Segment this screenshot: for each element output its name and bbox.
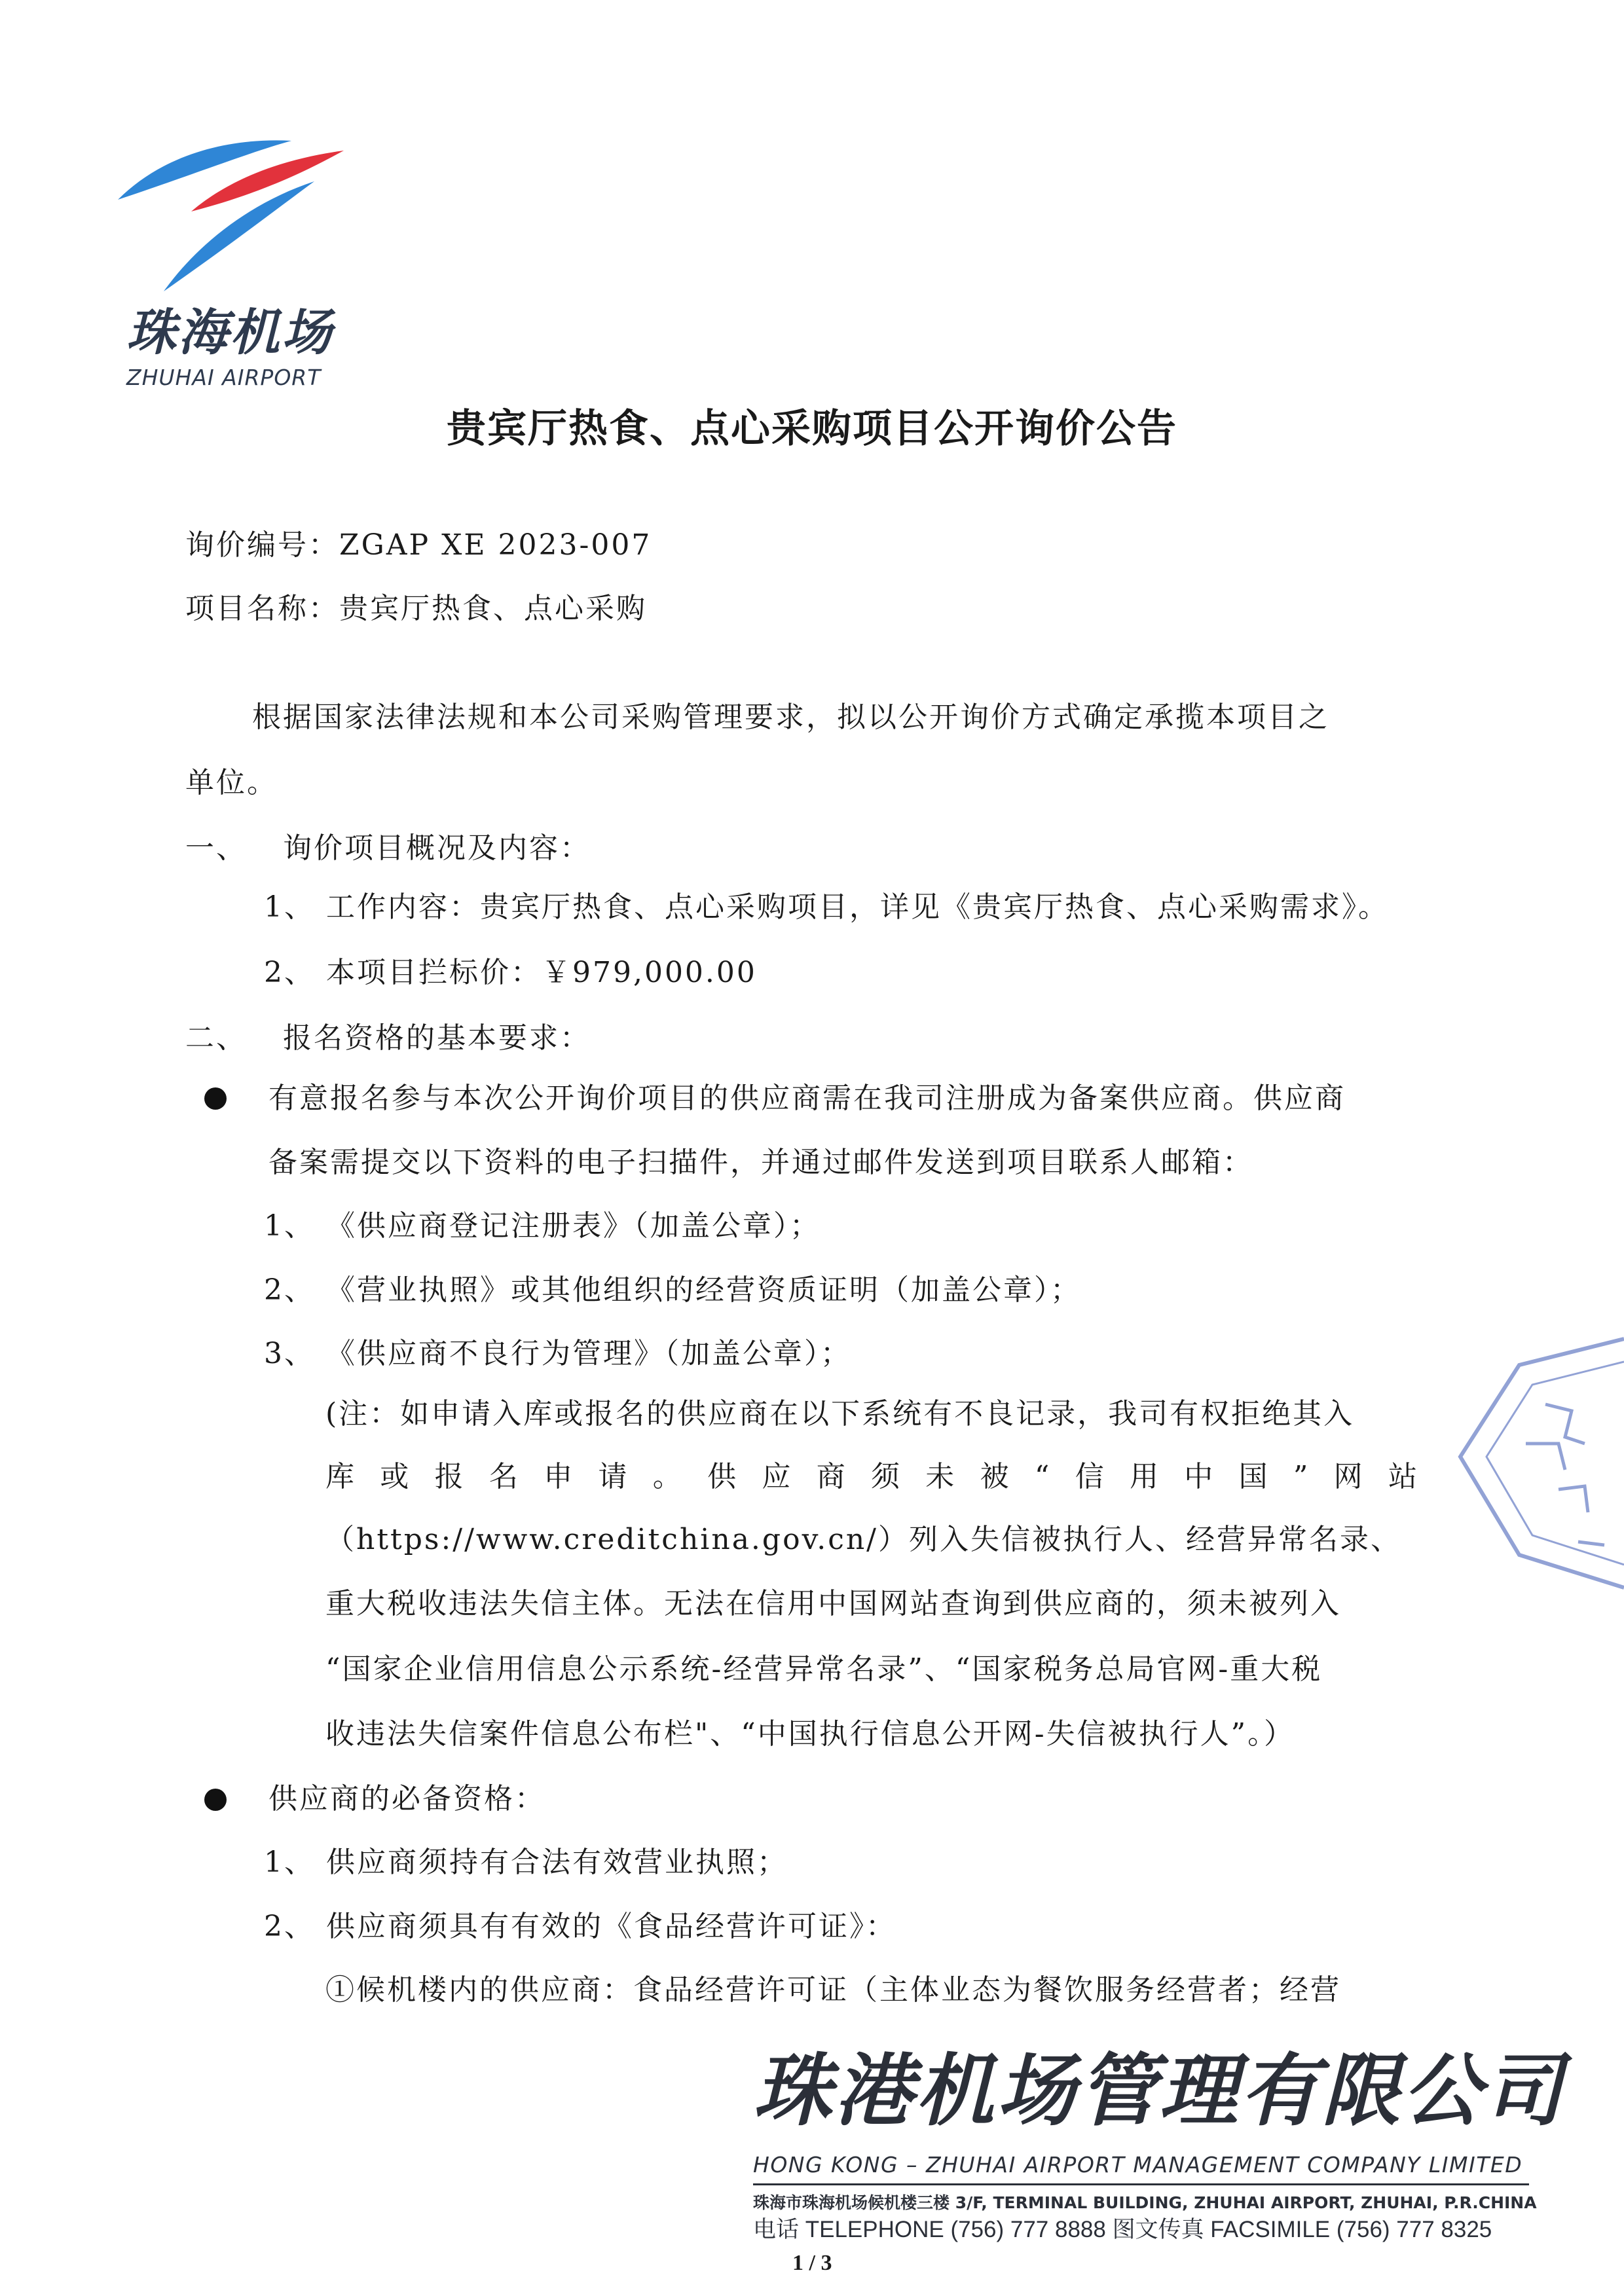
note-line-3: （https://www.creditchina.gov.cn/）列入失信被执行人、经营异常名录、 <box>325 1523 1401 1556</box>
note-line-6: 收违法失信案件信息公布栏"、“中国执行信息公开网-失信被执行人”。） <box>325 1717 1295 1751</box>
bullet-icon <box>204 1789 227 1811</box>
bullet-2-text: 供应商的必备资格： <box>268 1782 545 1815</box>
footer-divider <box>753 2183 1529 2185</box>
section-1-item-1: 1、 工作内容：贵宾厅热食、点心采购项目，详见《贵宾厅热食、点心采购需求》。 <box>264 890 1389 924</box>
bullet-1-item-1: 1、 《供应商登记注册表》（加盖公章）； <box>264 1209 821 1243</box>
section-1-title: 询价项目概况及内容： <box>283 831 591 865</box>
footer-address: 珠海市珠海机场候机楼三楼 3/F, TERMINAL BUILDING, ZHUHAI AIRPORT, ZHUHAI, P.R.CHINA <box>753 2193 1537 2212</box>
inquiry-number: 询价编号：ZGAP XE 2023-007 <box>185 528 652 562</box>
bullet-2-item-1: 1、 供应商须持有合法有效营业执照； <box>264 1846 788 1879</box>
project-name: 项目名称：贵宾厅热食、点心采购 <box>185 592 647 625</box>
page-number: 1 / 3 <box>792 2251 832 2275</box>
bullet-1-item-3: 3、 《供应商不良行为管理》（加盖公章）； <box>264 1337 851 1370</box>
seal-stamp-icon <box>1447 1326 1624 1601</box>
section-2-number: 二、 <box>185 1021 247 1055</box>
section-1-item-2: 2、 本项目拦标价：￥979,000.00 <box>264 956 757 989</box>
bullet-1-line-2: 备案需提交以下资料的电子扫描件，并通过邮件发送到项目联系人邮箱： <box>268 1146 1253 1179</box>
footer-company-chinese: 珠港机场管理有限公司 <box>753 2046 1565 2137</box>
note-line-5: “国家企业信用信息公示系统-经营异常名录”、“国家税务总局官网-重大税 <box>325 1652 1323 1686</box>
intro-line-1: 根据国家法律法规和本公司采购管理要求，拟以公开询价方式确定承揽本项目之 <box>252 701 1329 734</box>
section-1-number: 一、 <box>185 831 247 865</box>
intro-line-2: 单位。 <box>185 766 278 799</box>
airport-logo-icon <box>118 134 344 298</box>
logo-english-name: ZHUHAI AIRPORT <box>126 365 322 390</box>
logo-chinese-name: 珠海机场 <box>126 303 333 361</box>
footer-contact: 电话 TELEPHONE (756) 777 8888 图文传真 FACSIMILE (756) 777 8325 <box>753 2217 1492 2242</box>
bullet-2-sub-item-1: ①候机楼内的供应商：食品经营许可证（主体业态为餐饮服务经营者；经营 <box>325 1973 1341 2007</box>
footer-company-english: HONG KONG – ZHUHAI AIRPORT MANAGEMENT COMPANY LIMITED <box>753 2152 1523 2178</box>
document-title: 贵宾厅热食、点心采购项目公开询价公告 <box>447 406 1177 452</box>
bullet-2-item-2: 2、 供应商须具有有效的《食品经营许可证》： <box>264 1910 896 1943</box>
note-line-1: (注：如申请入库或报名的供应商在以下系统有不良记录，我司有权拒绝其入 <box>325 1397 1355 1430</box>
bullet-1-line-1: 有意报名参与本次公开询价项目的供应商需在我司注册成为备案供应商。供应商 <box>268 1082 1346 1115</box>
bullet-1-item-2: 2、 《营业执照》或其他组织的经营资质证明（加盖公章）； <box>264 1273 1081 1307</box>
bullet-icon <box>204 1087 227 1110</box>
note-line-2: 库或报名申请。供应商须未被“信用中国”网站 <box>325 1460 1419 1493</box>
note-line-4: 重大税收违法失信主体。无法在信用中国网站查询到供应商的，须未被列入 <box>325 1587 1341 1620</box>
section-2-title: 报名资格的基本要求： <box>283 1021 591 1055</box>
